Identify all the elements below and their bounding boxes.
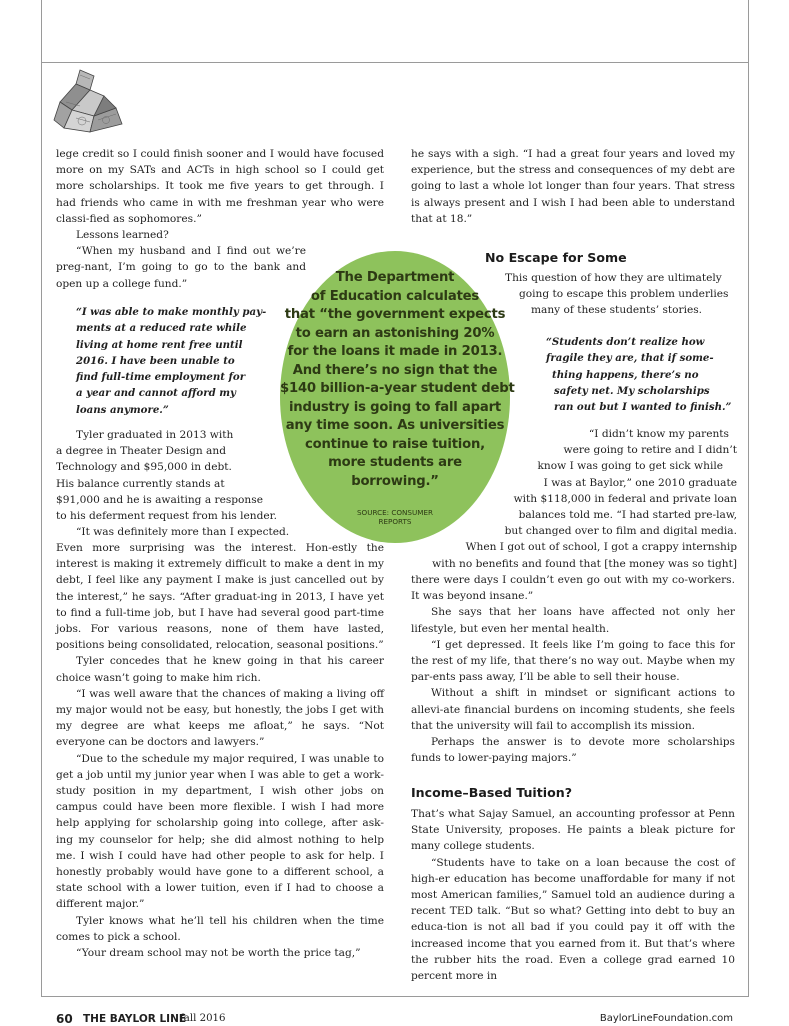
body-paragraph: She says that her loans have affected not only her lifestyle, but even her mental health. (411, 606, 735, 635)
text-line: Tyler graduated in 2013 with (76, 429, 234, 441)
text-line: “I didn’t know my parents (588, 428, 729, 440)
body-paragraph: Tyler concedes that he knew going in that his career choice wasn’t going to make him rich. (56, 655, 384, 684)
body-paragraph: Without a shift in mindset or significant actions to allevi-ate financial burdens on incoming students, she feels that the university will fail to accomplish its mission. (411, 687, 735, 732)
text-line: but changed over to film and digital media. (504, 525, 737, 538)
body-paragraph: lege credit so I could finish sooner and I would have focused more on my SATs and ACTs in high school so I could get more scholarships. It took me five years to get through. I had friends who came in with me freshman year who were classi-fied as sophomores.” (56, 148, 384, 225)
website-link[interactable]: BaylorLineFoundation.com (599, 1013, 733, 1024)
page-rule-left (41, 0, 42, 63)
publication-name: THE BAYLOR LINE (83, 1013, 187, 1025)
issue-label: fall 2016 (180, 1013, 226, 1024)
right-column-end (411, 806, 735, 984)
body-paragraph: That’s what Sajay Samuel, an accounting professor at Penn State University, proposes. He paints a bleak picture for many college students. (411, 808, 735, 853)
body-paragraph: “Your dream school may not be worth the price tag,” (76, 947, 361, 960)
text-line: I was at Baylor,” one 2010 graduate (543, 476, 737, 489)
text-line: many of these students’ stories. (531, 304, 703, 317)
section-heading: Income–Based Tuition? (411, 785, 573, 800)
pull-quote-left: “I was able to make monthly pay- ments at a reduced rate while living at home rent free until 2016. I have been unable to find full-time employment for a year and cannot afford my loans anymore.” (76, 306, 267, 416)
right-column-continued (411, 572, 735, 766)
callout-source: SOURCE: CONSUMER REPORTS (357, 508, 433, 526)
text-line: balances told me. “I had started pre-law, (518, 509, 737, 522)
money-house-icon (50, 66, 126, 136)
body-paragraph: “Students have to take on a loan because the cost of high-er education has become unaffordable for many if not most American families,” Samuel told an audience during a recent TED talk. “But so what? Getting into debt to buy an educa-tion is not all bad if you could pay it off with the increased income that you earned from it. But that’s where the rubber hits the road. Even a college grad earned 10 percent more in (411, 856, 735, 983)
text-line: This question of how they are ultimately (505, 272, 722, 284)
text-line: with $118,000 in federal and private loan (513, 492, 737, 505)
pull-quote-right: “Students don’t realize how fragile they are, that if some- thing happens, there’s no safety net. My scholarships ran out but I wanted to finish.” (546, 336, 732, 414)
text-line: $91,000 and he is awaiting a response (56, 493, 263, 506)
text-line: were going to retire and I didn’t (563, 444, 737, 457)
left-column-continued (56, 540, 384, 961)
body-paragraph: “I get depressed. It feels like I’m going to face this for the rest of my life, that there’s no way out. Maybe when my par-ents pass away, I’ll be able to sell their house. (411, 638, 735, 684)
text-line: a degree in Theater Design and (56, 445, 226, 458)
body-paragraph: Perhaps the answer is to devote more scholarships funds to lower-paying majors.” (411, 736, 735, 765)
tyler-intro (56, 427, 296, 540)
text-line: “It was definitely more than I expected. (76, 526, 290, 539)
escape-lines (505, 270, 737, 319)
callout-circle (280, 251, 515, 543)
text-line: to his deferment request from his lender. (56, 510, 277, 523)
text-line: When I got out of school, I got a crappy internship (465, 541, 737, 554)
text-line: know I was going to get sick while (537, 460, 723, 473)
right-column (411, 146, 735, 227)
body-paragraph: “I was well aware that the chances of making a living off my major would not be easy, but honestly, the jobs I get with my degree are what keeps me afloat,” he says. “Not everyone can be doctors and lawyers.” (56, 687, 384, 749)
text-line: going to escape this problem underlies (519, 288, 729, 301)
body-paragraph: Tyler knows what he’ll tell his children when the time comes to pick a school. (56, 914, 384, 943)
body-paragraph: Even more surprising was the interest. Hon-estly the interest is making it extremely difficult to make a dent in my debt, I feel like any payment I make is just cancelled out by the interest,” he says. “After graduat-ing in 2013, I have yet to find a full-time job, but I have had several good part-time jobs. For various reasons, none of them have lasted, positions being consolidated, relocation, seasonal positions.” (56, 542, 384, 652)
body-paragraph: there were days I couldn’t even go out with my co-workers. It was beyond insane.” (411, 574, 735, 603)
page-number: 60 (56, 1012, 73, 1026)
section-heading: No Escape for Some (485, 250, 627, 265)
body-paragraph: he says with a sigh. “I had a great four years and loved my experience, but the stress and consequences of my debt are going to last a whole lot longer than four years. That stress is always present and I wish I had been able to understand that at 18.” (411, 148, 735, 225)
body-paragraph: Lessons learned? (76, 229, 169, 242)
page-rule-right (748, 0, 749, 63)
body-paragraph: “When my husband and I find out we’re preg-nant, I’m going to go to the bank and open up a college fund.” (56, 245, 306, 290)
callout-quote: The Department of Education calculates that “the government expects to earn an astonishing 20% for the loans it made in 2013. And there’s no sign that the $140 billion-a-year student debt industry is going to fall apart any time soon. As universities continue to raise tuition, more students are borrowing.” (280, 270, 515, 489)
text-line: His balance currently stands at (56, 477, 225, 490)
text-line: with no benefits and found that [the money was so tight] (432, 557, 737, 570)
text-line: Technology and $95,000 in debt. (56, 461, 232, 474)
body-paragraph: “Due to the schedule my major required, I was unable to get a job until my junior year when I was able to get a work-study position in my department, I wish other jobs on campus could have been more flexible. I wish I had more help applying for scholarship going into college, after ask-ing my counselor for help; she did almost nothing to help me. I wish I could have had other people to ask for help. I honestly probably would have gone to a different school, a state school with a lower tuition, even if I had to choose a different major.” (56, 752, 384, 911)
